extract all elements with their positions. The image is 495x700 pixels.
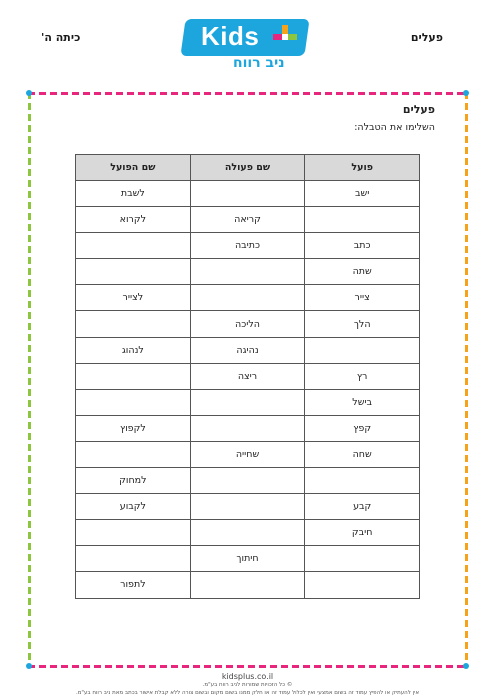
table-row <box>76 337 420 363</box>
table-row <box>76 285 420 311</box>
frame-corner-dot <box>463 663 469 669</box>
table-body <box>76 181 420 599</box>
cell-action-noun[interactable]: חיתוך <box>190 546 305 572</box>
table-row <box>76 415 420 441</box>
cell-infinitive[interactable] <box>76 311 191 337</box>
header-infinitive: שם הפועל <box>76 155 191 181</box>
cell-verb[interactable]: שחה <box>305 441 420 467</box>
cell-action-noun[interactable]: שחייה <box>190 441 305 467</box>
cell-verb[interactable]: בישל <box>305 389 420 415</box>
table-row <box>76 468 420 494</box>
table-row <box>76 441 420 467</box>
verbs-table <box>75 154 420 599</box>
table-row <box>76 572 420 598</box>
frame-top-border <box>28 92 468 95</box>
cell-verb[interactable]: הלך <box>305 311 420 337</box>
cell-infinitive[interactable] <box>76 546 191 572</box>
cell-action-noun[interactable]: נהיגה <box>190 337 305 363</box>
plus-icon <box>273 25 297 49</box>
cell-infinitive[interactable]: לצייר <box>76 285 191 311</box>
cell-action-noun[interactable] <box>190 259 305 285</box>
table-row <box>76 259 420 285</box>
cell-action-noun[interactable]: הליכה <box>190 311 305 337</box>
logo-brand-text: Kids <box>201 21 260 51</box>
table-row <box>76 389 420 415</box>
cell-action-noun[interactable] <box>190 181 305 207</box>
frame-corner-dot <box>26 90 32 96</box>
cell-action-noun[interactable]: קריאה <box>190 207 305 233</box>
cell-action-noun[interactable] <box>190 285 305 311</box>
table-row <box>76 311 420 337</box>
cell-verb[interactable] <box>305 207 420 233</box>
cell-action-noun[interactable] <box>190 468 305 494</box>
cell-verb[interactable]: ישב <box>305 181 420 207</box>
cell-verb[interactable]: צייר <box>305 285 420 311</box>
footer-copyright: © כל הזכויות שמורות לניב רווח בע"מ. <box>202 682 293 688</box>
grade-header: כיתה ה' <box>41 31 81 44</box>
cell-action-noun[interactable] <box>190 494 305 520</box>
table-row <box>76 363 420 389</box>
table-row <box>76 520 420 546</box>
cell-infinitive[interactable] <box>76 233 191 259</box>
worksheet-title: פעלים <box>402 103 435 116</box>
frame-bottom-border <box>28 665 468 668</box>
cell-verb[interactable]: קבע <box>305 494 420 520</box>
table-header-row <box>76 155 420 181</box>
cell-action-noun[interactable] <box>190 520 305 546</box>
cell-infinitive[interactable]: לקפוץ <box>76 415 191 441</box>
cell-verb[interactable]: חיבק <box>305 520 420 546</box>
cell-verb[interactable]: כתב <box>305 233 420 259</box>
cell-verb[interactable]: שתה <box>305 259 420 285</box>
cell-verb[interactable] <box>305 572 420 598</box>
cell-infinitive[interactable]: לקבוע <box>76 494 191 520</box>
table-row <box>76 233 420 259</box>
frame-corner-dot <box>26 663 32 669</box>
cell-infinitive[interactable] <box>76 259 191 285</box>
cell-infinitive[interactable]: לשבת <box>76 181 191 207</box>
cell-action-noun[interactable] <box>190 572 305 598</box>
cell-infinitive[interactable] <box>76 520 191 546</box>
header-verb: פועל <box>305 155 420 181</box>
cell-verb[interactable] <box>305 546 420 572</box>
table-row <box>76 494 420 520</box>
cell-action-noun[interactable] <box>190 389 305 415</box>
table-row <box>76 546 420 572</box>
header-action-noun: שם פעולה <box>190 155 305 181</box>
worksheet-instruction: השלימו את הטבלה: <box>354 122 435 133</box>
cell-verb[interactable] <box>305 337 420 363</box>
cell-infinitive[interactable] <box>76 441 191 467</box>
cell-verb[interactable]: רץ <box>305 363 420 389</box>
worksheet-topic-header: פעלים <box>410 31 443 44</box>
cell-action-noun[interactable]: כתיבה <box>190 233 305 259</box>
frame-left-border <box>28 92 31 668</box>
cell-verb[interactable]: קפץ <box>305 415 420 441</box>
table-row <box>76 207 420 233</box>
cell-infinitive[interactable] <box>76 363 191 389</box>
cell-infinitive[interactable]: לקרוא <box>76 207 191 233</box>
cell-infinitive[interactable]: לנהוג <box>76 337 191 363</box>
footer-site-link[interactable]: kidsplus.co.il <box>221 672 274 681</box>
cell-action-noun[interactable] <box>190 415 305 441</box>
cell-action-noun[interactable]: ריצה <box>190 363 305 389</box>
cell-infinitive[interactable]: לתפור <box>76 572 191 598</box>
table-row <box>76 181 420 207</box>
footer-notice: אין להעתיק או להפיץ עמוד זה בשום אמצעי ואין לכלול עמוד זה או חלק ממנו בשום מקום ובשום צורה ללא קבלת אישור בכתב מאת ניב רווח בע"מ. <box>75 690 420 696</box>
frame-right-border <box>465 92 468 668</box>
cell-infinitive[interactable]: למחוק <box>76 468 191 494</box>
logo-subtitle: ניב רווח <box>233 55 285 71</box>
frame-corner-dot <box>463 90 469 96</box>
cell-verb[interactable] <box>305 468 420 494</box>
cell-infinitive[interactable] <box>76 389 191 415</box>
kids-logo <box>183 19 315 73</box>
